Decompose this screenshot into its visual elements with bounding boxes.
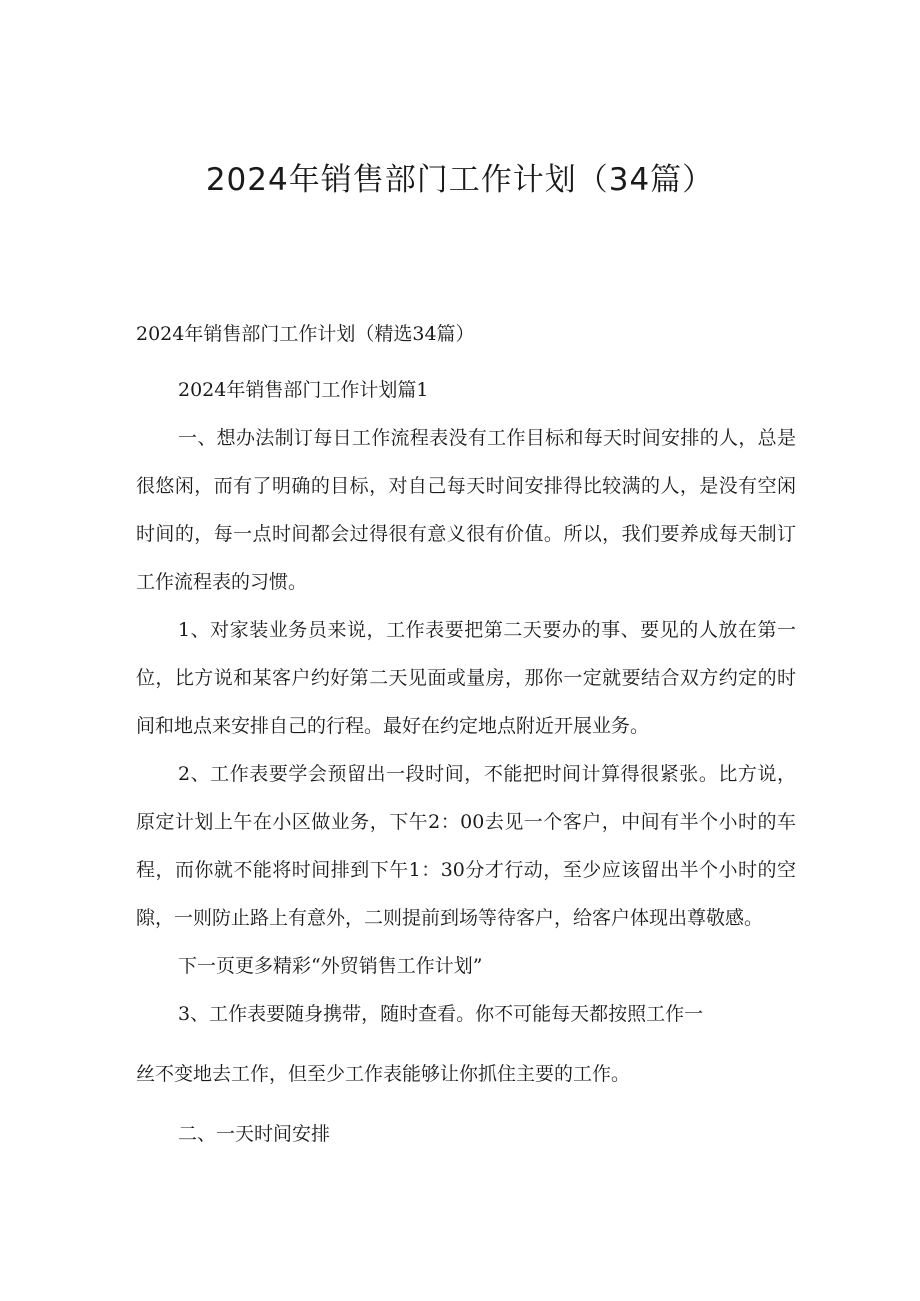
paragraph-item-2: 2、工作表要学会预留出一段时间，不能把时间计算得很紧张。比方说，原定计划上午在小区做业务，下午2：00去见一个客户，中间有半个小时的车程，而你就不能将时间排到下午1：30分才行动，至少应该留出半个小时的空隙，一则防止路上有意外，二则提前到场等待客户，给客户体现出尊敬感。 <box>136 763 796 929</box>
paragraph-point-one: 一、想办法制订每日工作流程表没有工作目标和每天时间安排的人，总是很悠闲，而有了明确的目标，对自己每天时间安排得比较满的人，是没有空闲时间的，每一点时间都会过得很有意义很有价值。所以，我们要养成每天制订工作流程表的习惯。 <box>136 427 796 593</box>
document-title: 2024年销售部门工作计划（34篇） <box>205 162 715 198</box>
paragraph-next-page-link: 下一页更多精彩“外贸销售工作计划” <box>178 955 483 977</box>
paragraph-section-heading: 2024年销售部门工作计划篇1 <box>178 379 429 401</box>
paragraph-subtitle: 2024年销售部门工作计划（精选34篇） <box>136 323 475 345</box>
document-body <box>136 310 796 1158</box>
paragraph-item-1: 1、对家装业务员来说，工作表要把第二天要办的事、要见的人放在第一位，比方说和某客户约好第二天见面或量房，那你一定就要结合双方约定的时间和地点来安排自己的行程。最好在约定地点附近开展业务。 <box>136 619 796 737</box>
paragraph-point-two: 二、一天时间安排 <box>178 1123 331 1145</box>
paragraph-item-3-continued: 丝不变地去工作，但至少工作表能够让你抓住主要的工作。 <box>136 1063 631 1085</box>
paragraph-item-3: 3、工作表要随身携带，随时查看。你不可能每天都按照工作一 <box>178 1003 704 1025</box>
